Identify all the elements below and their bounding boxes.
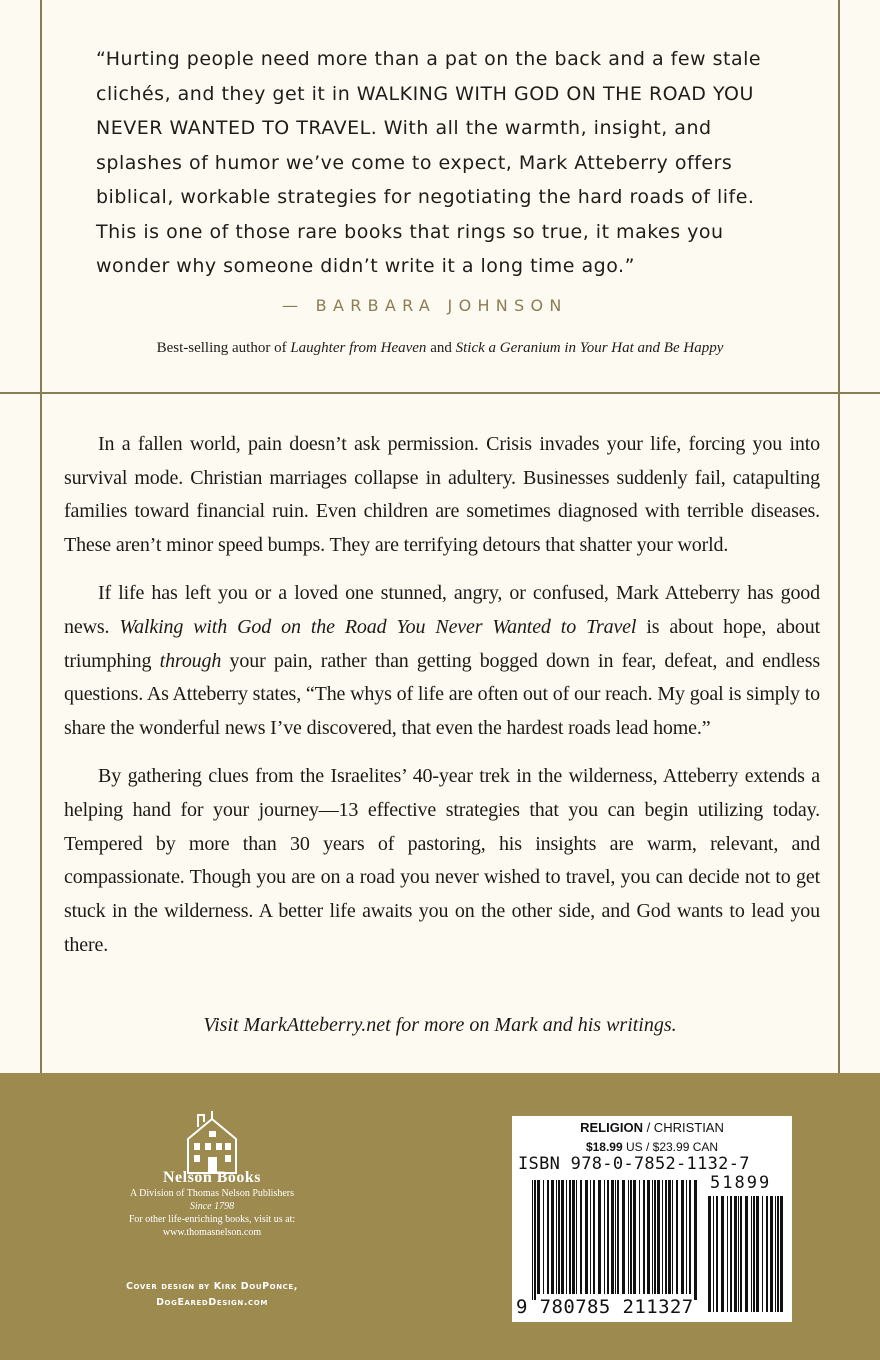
- barcode-bar: [721, 1196, 724, 1312]
- barcode-bar: [662, 1180, 663, 1294]
- category-bold: RELIGION: [580, 1120, 643, 1135]
- p2-text-a: If life has left you or a loved one stunned, angry, or confused, Mark Atteberry has good news.: [64, 582, 820, 639]
- barcode-bar: [607, 1180, 609, 1294]
- barcode-bar: [551, 1180, 554, 1294]
- barcode-bar: [593, 1180, 595, 1294]
- barcode-bar: [777, 1196, 779, 1312]
- barcode-bar: [681, 1180, 684, 1294]
- p2-book-title: Walking with God on the Road You Never Wanted to Travel: [119, 616, 637, 639]
- cover-design-credit: [100, 1279, 324, 1311]
- barcode-bar: [647, 1180, 650, 1294]
- barcode-panel: [512, 1116, 792, 1322]
- price-rest: US / $23.99 CAN: [622, 1140, 719, 1154]
- barcode-bar: [738, 1196, 739, 1312]
- endorsement-quote: [96, 42, 796, 315]
- barcode-bar: [639, 1180, 640, 1294]
- barcode-bars: [512, 1116, 792, 1322]
- price-bold: $18.99: [585, 1140, 623, 1154]
- barcode-bar: [561, 1180, 564, 1294]
- publisher-name: Nelson Books: [162, 1169, 262, 1186]
- barcode-bar: [730, 1196, 732, 1312]
- barcode-bar: [628, 1180, 629, 1294]
- barcode-bar: [598, 1180, 601, 1294]
- book-description: [64, 428, 820, 977]
- design-credit-line-1: Cover design by Kirk DouPonce,: [125, 1281, 299, 1292]
- barcode-bar: [708, 1196, 711, 1312]
- barcode-bar: [604, 1180, 605, 1294]
- website-note: Visit MarkAtteberry.net for more on Mark and his writings.: [203, 1014, 677, 1036]
- barcode-bar: [672, 1180, 673, 1294]
- barcode-bar: [657, 1180, 660, 1294]
- barcode-bar: [534, 1180, 536, 1300]
- barcode-bar: [753, 1196, 755, 1312]
- barcode-bar: [740, 1196, 742, 1312]
- barcode-bar: [630, 1180, 632, 1294]
- left-border-line: [40, 0, 42, 1073]
- author-credit: [0, 340, 880, 357]
- barcode-bar: [716, 1196, 718, 1312]
- addon-digits: 51899: [710, 1173, 772, 1193]
- publisher-other: For other life-enriching books, visit us at:: [128, 1214, 296, 1225]
- isbn-label: ISBN 978-0-7852-1132-7: [518, 1154, 750, 1174]
- barcode-bar: [745, 1196, 748, 1312]
- barcode-bar: [727, 1196, 728, 1312]
- barcode-bar: [617, 1180, 619, 1294]
- barcode-bar: [770, 1196, 773, 1312]
- description-paragraph-1: In a fallen world, pain doesn’t ask permission. Crisis invades your life, forcing you into survival mode. Christian marriages collapse in adultery. Businesses suddenly fail, catapulting families toward financial ruin. Even children are sometimes diagnosed with terrible diseases. These aren’t minor speed bumps. They are terrifying detours that shatter your world.: [64, 433, 820, 557]
- barcode-bar: [756, 1196, 759, 1312]
- back-cover-footer: [0, 1073, 880, 1360]
- barcode-bar: [775, 1196, 776, 1312]
- barcode-bar: [580, 1180, 582, 1294]
- barcode-bar: [668, 1180, 671, 1294]
- publisher-url: www.thomasnelson.com: [162, 1227, 262, 1238]
- barcode-bar: [694, 1180, 697, 1300]
- barcode-bar: [652, 1180, 653, 1294]
- quote-text: “Hurting people need more than a pat on the back and a few stale clichés, and they get it in WALKING WITH GOD ON THE ROAD YOU NEVER WANTED TO TRAVEL. With all the warmth, insight, and splashes of humor we’ve come to expect, Mark Atteberry offers biblical, workable strategies for negotiating the hard roads of life. This is one of those rare books that rings so true, it makes you wonder why someone didn’t write it a long time ago.”: [96, 48, 762, 277]
- barcode-bar: [665, 1180, 667, 1294]
- barcode-bar: [686, 1180, 687, 1294]
- barcode-bar: [566, 1180, 567, 1294]
- right-border-line: [838, 0, 840, 1073]
- section-divider: [0, 392, 880, 394]
- barcode-bar: [572, 1180, 575, 1294]
- description-paragraph-2: [64, 577, 820, 746]
- barcode-bar: [766, 1196, 768, 1312]
- description-paragraph-3: By gathering clues from the Israelites’ 40-year trek in the wilderness, Atteberry extends a helping hand for your journey—13 effective strategies that you can begin utilizing today. Tempered by more than 30 years of pastoring, his insights are warm, relevant, and compassionate. Though you are on a road you never wished to travel, you can decide not to get stuck in the wilderness. A better life awaits you on the other side, and God wants to lead you there.: [64, 765, 820, 956]
- credit-and: and: [430, 340, 452, 356]
- barcode-bar: [615, 1180, 616, 1294]
- book-title-2: Stick a Geranium in Your Hat and Be Happy: [455, 340, 724, 356]
- barcode-bar: [654, 1180, 656, 1294]
- book-title-1: Laughter from Heaven: [290, 340, 427, 356]
- credit-prefix: Best-selling author of: [156, 340, 287, 356]
- house-logo-icon: [184, 1109, 240, 1175]
- barcode-bar: [543, 1180, 544, 1294]
- barcode-bar: [643, 1180, 645, 1294]
- ean-digits: 9 780785 211327: [516, 1296, 694, 1318]
- barcode-bar: [689, 1180, 691, 1294]
- barcode-bar: [558, 1180, 560, 1294]
- barcode-bar: [611, 1180, 614, 1294]
- barcode-bar: [734, 1196, 737, 1312]
- barcode-bar: [780, 1196, 783, 1312]
- barcode-bar: [537, 1180, 540, 1294]
- barcode-bar: [762, 1196, 763, 1312]
- barcode-bar: [556, 1180, 557, 1294]
- barcode-bar: [633, 1180, 636, 1294]
- p2-through: through: [159, 649, 222, 672]
- barcode-bar: [676, 1180, 678, 1294]
- barcode-bar: [713, 1196, 714, 1312]
- barcode-bar: [751, 1196, 752, 1312]
- p2-text-b: is about hope, about triumphing: [64, 616, 820, 672]
- barcode-bar: [622, 1180, 625, 1294]
- barcode-bar: [576, 1180, 577, 1294]
- publisher-division: A Division of Thomas Nelson Publishers: [130, 1188, 294, 1199]
- barcode-bar: [590, 1180, 591, 1294]
- barcode-bar: [569, 1180, 571, 1294]
- category-rest: / CHRISTIAN: [642, 1120, 724, 1135]
- publisher-since: Since 1798: [189, 1201, 235, 1212]
- design-credit-line-2: DogEaredDesign.com: [156, 1297, 268, 1308]
- barcode-bar: [547, 1180, 549, 1294]
- quote-attribution: — BARBARA JOHNSON: [282, 295, 568, 315]
- publisher-info: [100, 1169, 324, 1239]
- barcode-bar: [585, 1180, 588, 1294]
- barcode-bar: [532, 1180, 533, 1300]
- p2-text-c: your pain, rather than getting bogged down in fear, defeat, and endless questions. As Atteberry states, “The whys of life are often out of our reach. My goal is simply to share the wonderful news I’ve discovered, that even the hardest roads lead home.”: [64, 649, 820, 740]
